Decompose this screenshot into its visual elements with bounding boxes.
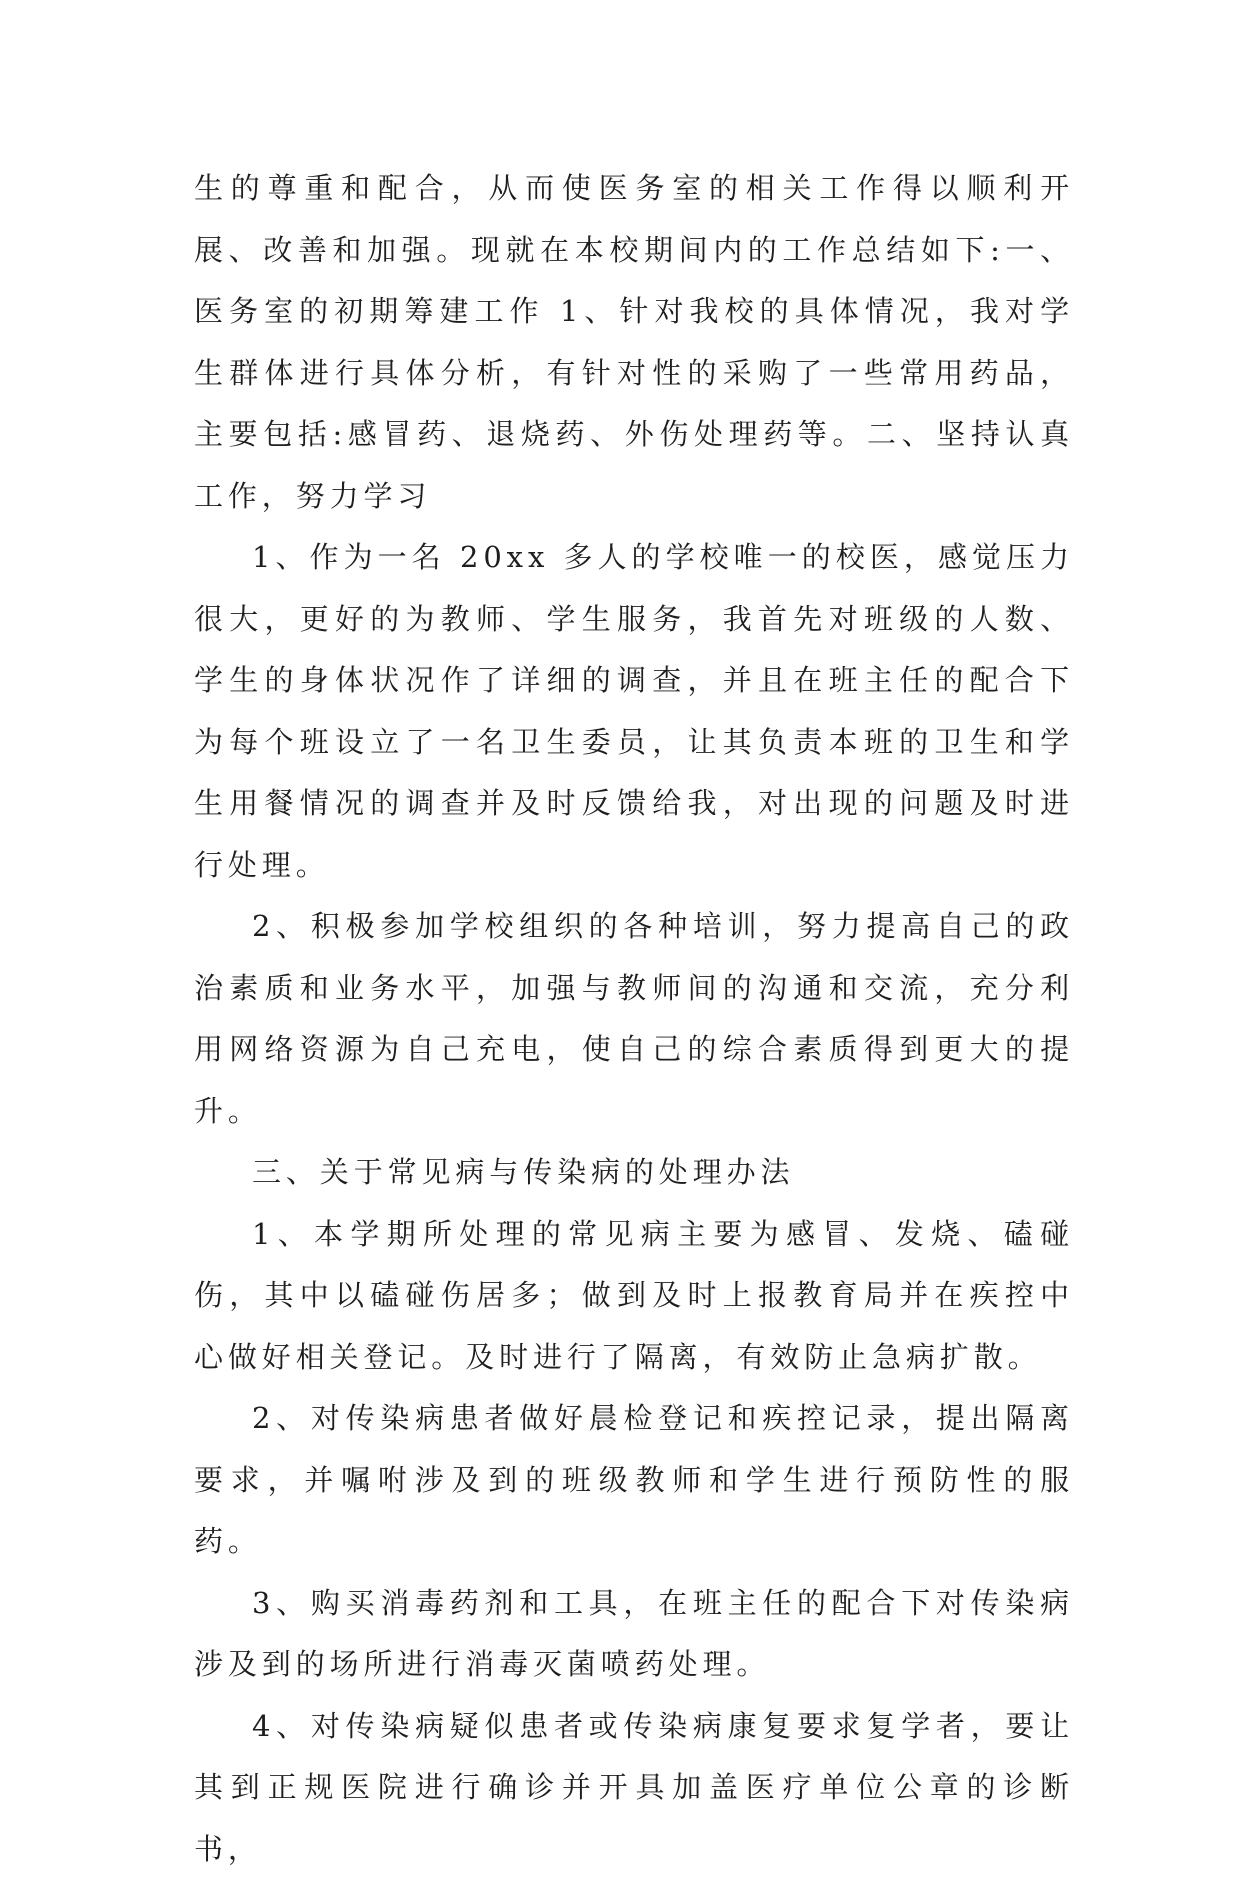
paragraph-disease-2: 2、对传染病患者做好晨检登记和疾控记录，提出隔离要求，并嘱咐涉及到的班级教师和学生进行预防性的服药。	[194, 1388, 1074, 1573]
paragraph-summary-intro: 生的尊重和配合，从而使医务室的相关工作得以顺利开展、改善和加强。现就在本校期间内的工作总结如下:一、医务室的初期筹建工作 1、针对我校的具体情况，我对学生群体进行具体分析，有针对性的采购了一些常用药品，主要包括:感冒药、退烧药、外伤处理药等。二、坚持认真工作，努力学习	[194, 158, 1074, 527]
body-text	[194, 158, 1074, 1880]
paragraph-disease-3: 3、购买消毒药剂和工具，在班主任的配合下对传染病涉及到的场所进行消毒灭菌喷药处理。	[194, 1573, 1074, 1696]
section-heading-3: 三、关于常见病与传染病的处理办法	[194, 1142, 1074, 1204]
paragraph-item-2: 2、积极参加学校组织的各种培训，努力提高自己的政治素质和业务水平，加强与教师间的沟通和交流，充分利用网络资源为自己充电，使自己的综合素质得到更大的提升。	[194, 896, 1074, 1142]
paragraph-item-1: 1、作为一名 20xx 多人的学校唯一的校医，感觉压力很大，更好的为教师、学生服务，我首先对班级的人数、学生的身体状况作了详细的调查，并且在班主任的配合下为每个班设立了一名卫生委员，让其负责本班的卫生和学生用餐情况的调查并及时反馈给我，对出现的问题及时进行处理。	[194, 527, 1074, 896]
paragraph-disease-4: 4、对传染病疑似患者或传染病康复要求复学者，要让其到正规医院进行确诊并开具加盖医疗单位公章的诊断书，	[194, 1696, 1074, 1880]
paragraph-disease-1: 1、本学期所处理的常见病主要为感冒、发烧、磕碰伤，其中以磕碰伤居多；做到及时上报教育局并在疾控中心做好相关登记。及时进行了隔离，有效防止急病扩散。	[194, 1204, 1074, 1389]
